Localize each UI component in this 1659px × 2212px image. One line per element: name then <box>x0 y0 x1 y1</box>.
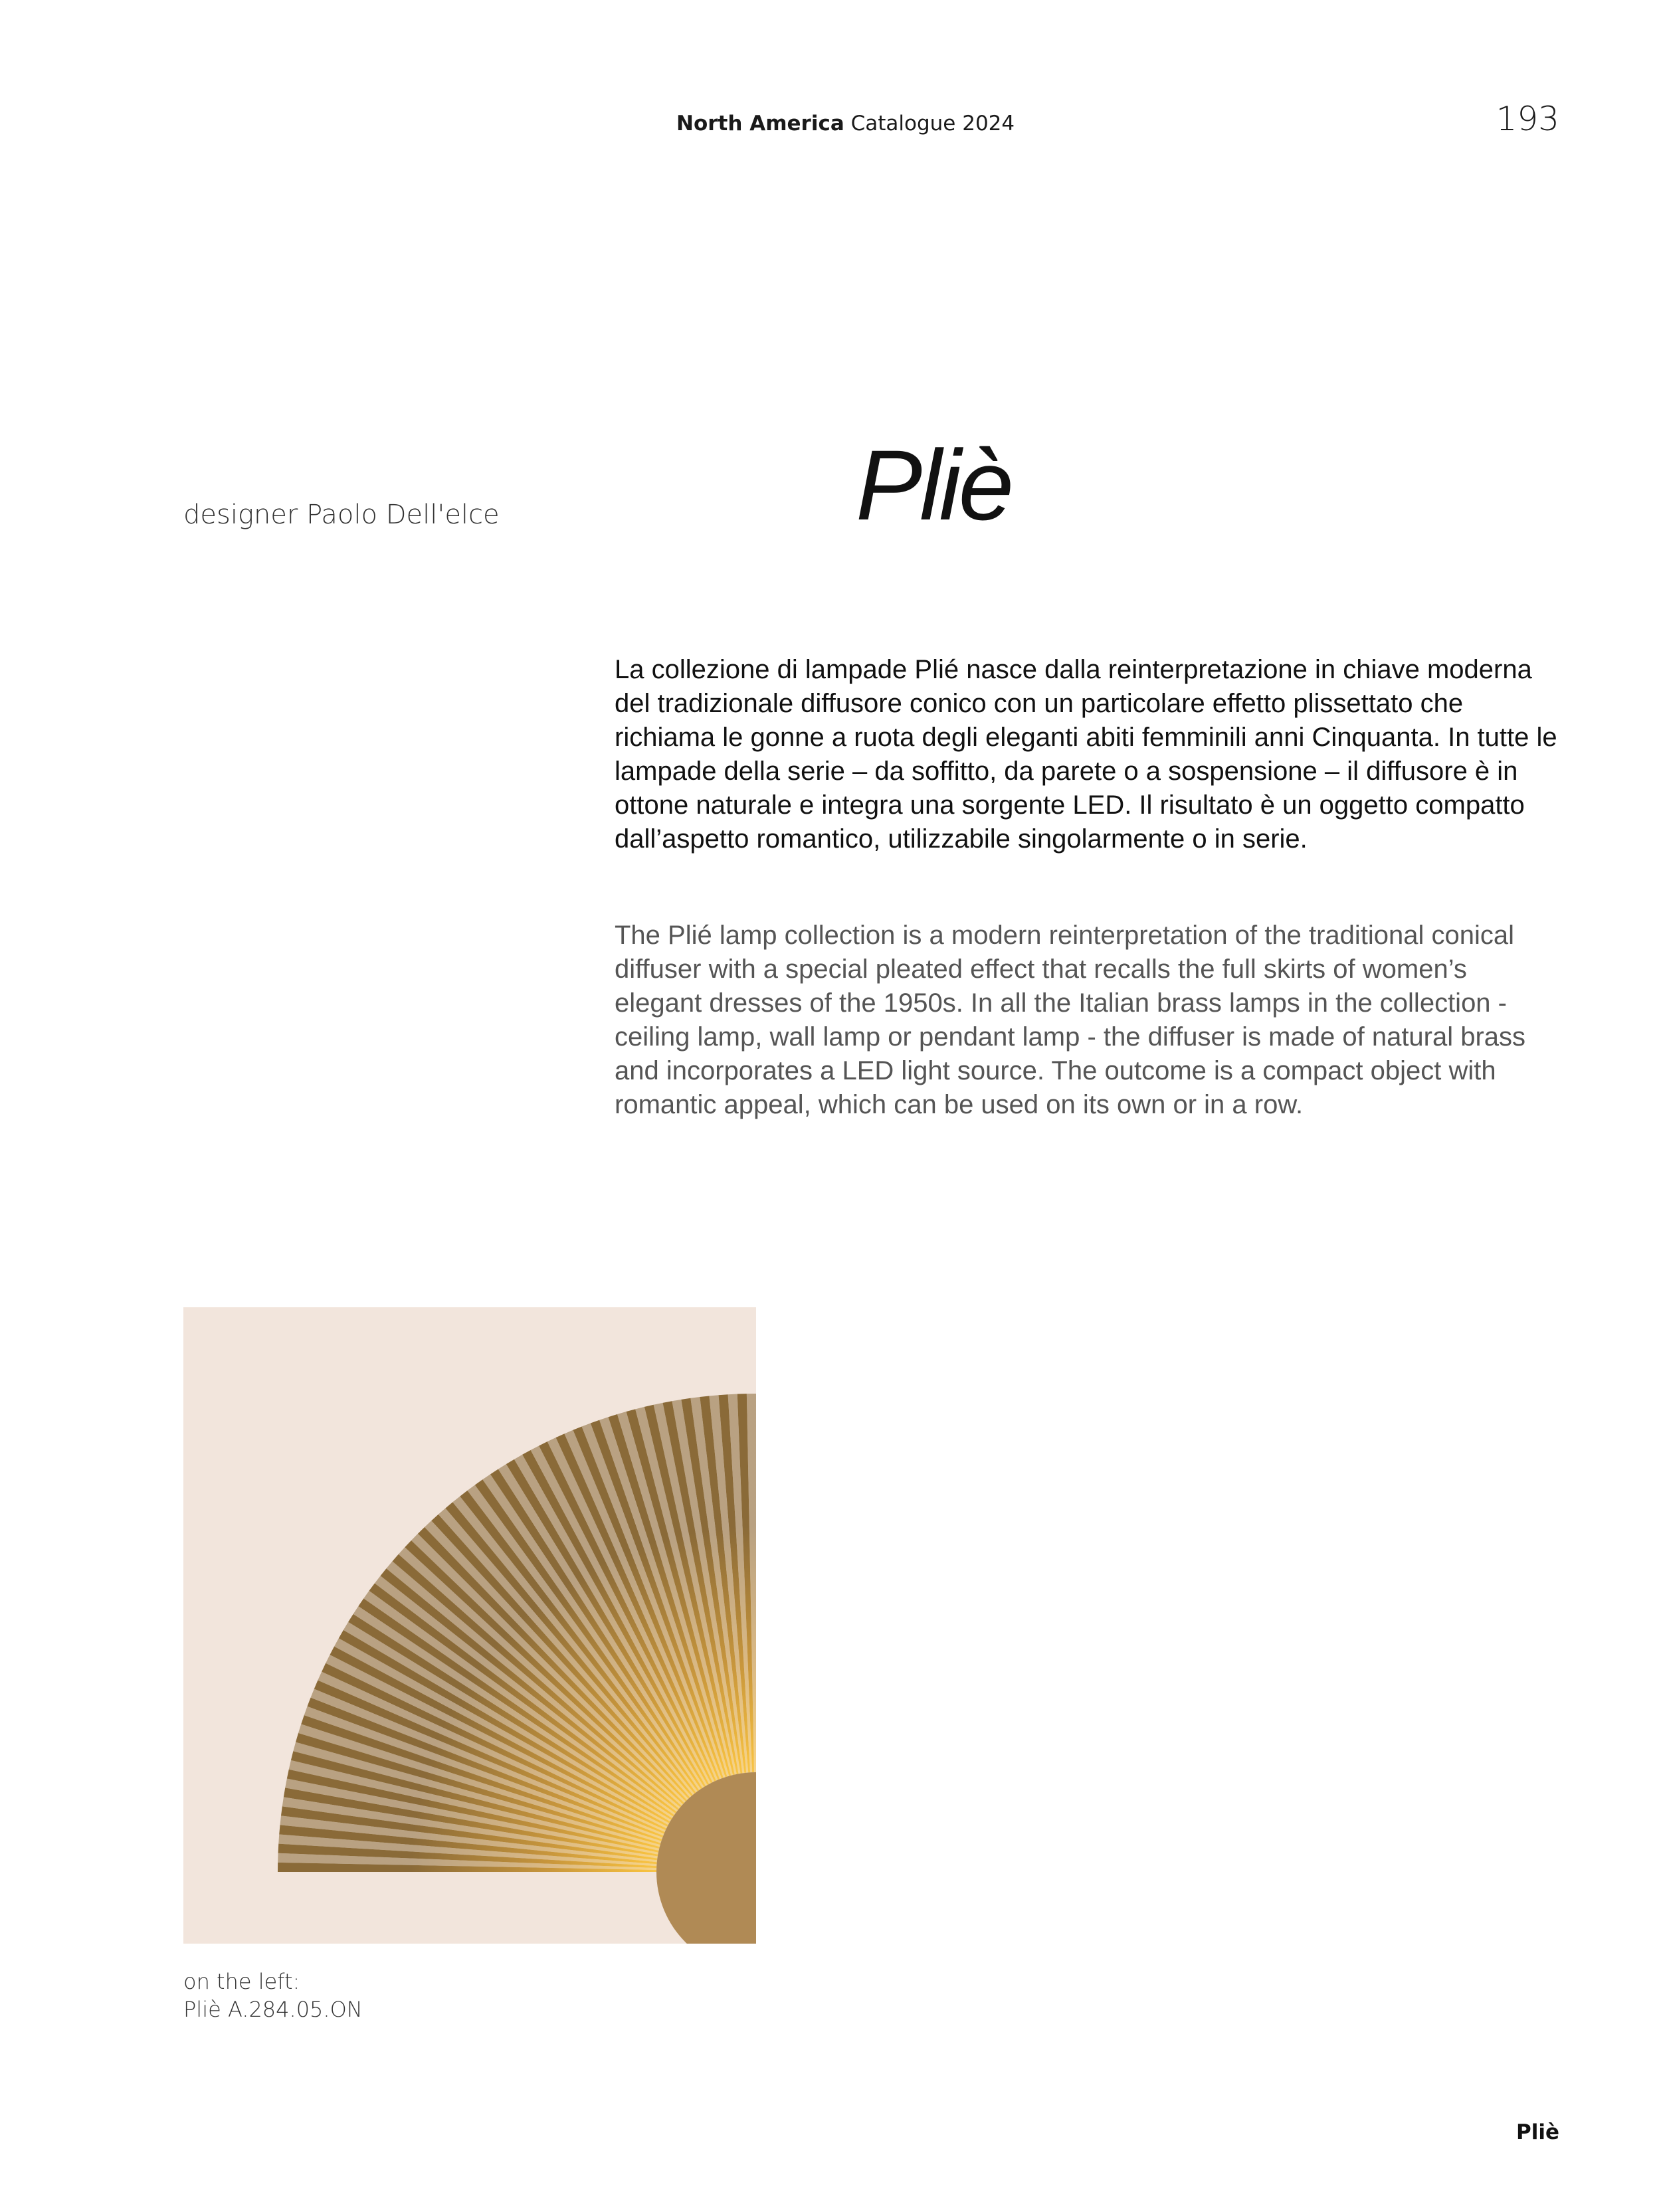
header-region: North America <box>676 112 844 136</box>
pleated-diffuser <box>278 1394 756 1872</box>
description-english: The Plié lamp collection is a modern reinterpretation of the traditional conical diffuser with a special pleated effect that recalls the full skirts of women’s elegant dresses of the 1950s. In all the Italian brass lamps in the collection - ceiling lamp, wall lamp or pendant lamp - the diffuser is made of natural brass and incorporates a LED light source. The outcome is a compact object with romantic appeal, which can be used on its own or in a row. <box>615 921 1526 1119</box>
running-header <box>676 112 1015 136</box>
caption-position: on the left: <box>183 1969 300 1994</box>
caption-product-code: Pliè A.284.05.ON <box>183 1997 363 2022</box>
designer-credit: designer Paolo Dell'elce <box>183 500 500 530</box>
page-number: 193 <box>1496 100 1559 138</box>
description-italian: La collezione di lampade Plié nasce dalla reinterpretazione in chiave moderna del tradizionale diffusore conico con un particolare effetto plissettato che richiama le gonne a ruota degli eleganti abiti femminili anni Cinquanta. In tutte le lampade della serie – da soffitto, da parete o a sospensione – il diffusore è in ottone naturale e integra una sorgente LED. Il risultato è un oggetto compatto dall’aspetto romantico, utilizzabile singolarmente o in serie. <box>615 655 1557 854</box>
lamp-photo <box>183 1307 756 1944</box>
image-caption <box>183 1968 363 2023</box>
product-title: Pliè <box>856 429 1012 541</box>
pleated-lamp-illustration <box>183 1307 756 1944</box>
header-catalogue: Catalogue 2024 <box>850 112 1015 136</box>
footer-section-label: Pliè <box>1516 2120 1559 2144</box>
